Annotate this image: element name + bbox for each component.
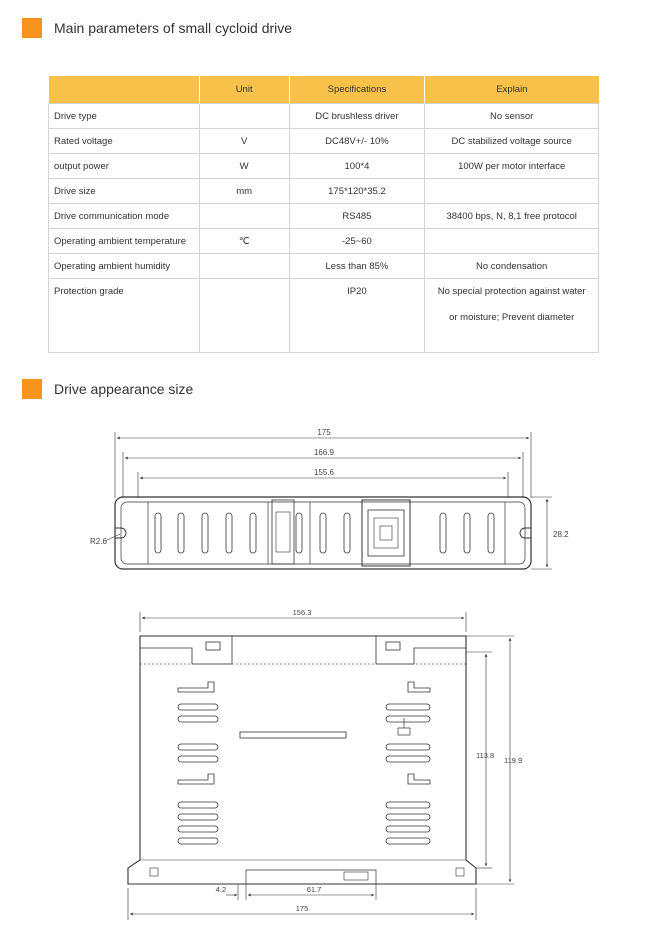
header-specifications: Specifications: [289, 76, 425, 104]
param-unit: W: [199, 154, 289, 179]
radius-label: R2.6: [90, 537, 107, 546]
dim-bottom-label: 175: [295, 904, 309, 913]
param-spec: 100*4: [289, 154, 425, 179]
dim-h2-label: 119.9: [504, 756, 523, 765]
top-view-drawing: [128, 612, 514, 920]
param-spec: DC48V+/- 10%: [289, 129, 425, 154]
dim-gap-label: 61.7: [306, 885, 322, 894]
param-spec: -25~60: [289, 229, 425, 254]
param-explain: 38400 bps, N, 8,1 free protocol: [425, 204, 599, 229]
param-explain: 100W per motor interface: [425, 154, 599, 179]
param-spec: DC brushless driver: [289, 104, 425, 129]
param-name: Drive communication mode: [49, 204, 200, 229]
param-spec: Less than 85%: [289, 254, 425, 279]
dim-height-label: 28.2: [553, 530, 569, 539]
section-title: Drive appearance size: [54, 381, 194, 397]
param-name: Drive type: [49, 104, 200, 129]
param-name: Drive size: [49, 179, 200, 204]
param-explain: No condensation: [425, 254, 599, 279]
param-explain: DC stabilized voltage source: [425, 129, 599, 154]
section-title: Main parameters of small cycloid drive: [54, 20, 293, 36]
param-name: Operating ambient temperature: [49, 229, 200, 254]
param-name: Operating ambient humidity: [49, 254, 200, 279]
header-unit: Unit: [199, 76, 289, 104]
param-name: Protection grade: [49, 279, 200, 353]
dim-h1-label: 113.8: [476, 751, 495, 760]
dim-small-label: 4.2: [215, 885, 226, 894]
explain-line-1: No special protection against water: [437, 286, 586, 297]
param-unit: ℃: [199, 229, 289, 254]
dim-mid-label: 166.9: [313, 448, 335, 457]
dim-total-label: 175: [317, 428, 331, 437]
param-name: output power: [49, 154, 200, 179]
dim-inner-label: 155.6: [313, 468, 335, 477]
param-explain: No sensor: [425, 104, 599, 129]
dim-top-label: 156.3: [292, 608, 312, 617]
param-name: Rated voltage: [49, 129, 200, 154]
header-explain: Explain: [425, 76, 599, 104]
param-spec: RS485: [289, 204, 425, 229]
param-unit: mm: [199, 179, 289, 204]
explain-line-2: or moisture; Prevent diameter: [449, 312, 575, 323]
param-spec: 175*120*35.2: [289, 179, 425, 204]
param-spec: IP20: [289, 279, 425, 353]
param-unit: V: [199, 129, 289, 154]
